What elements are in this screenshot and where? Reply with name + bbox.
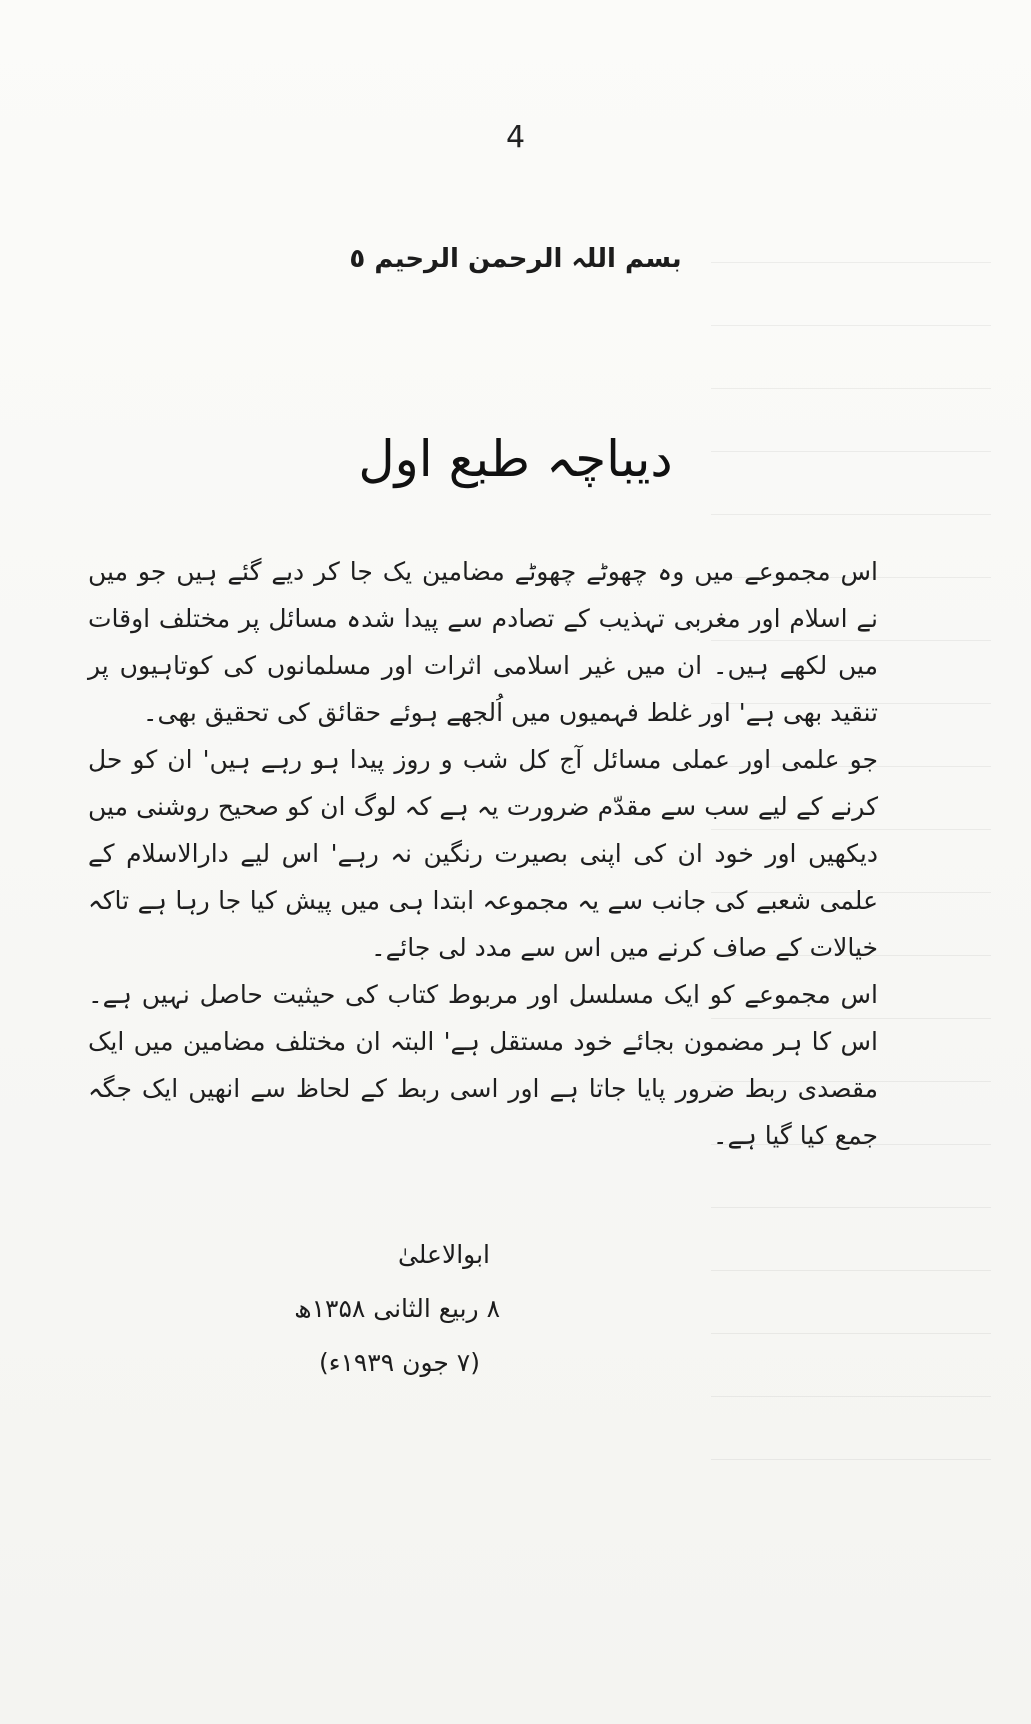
paragraph-1: اس مجموعے میں وہ چھوٹے چھوٹے مضامین یک جا کر دیے گئے ہیں جو میں نے اسلام اور مغربی تہذیب کے تصادم سے پیدا شدہ مسائل پر مختلف اوقات میں لکھے ہیں۔ ان میں غیر اسلامی اثرات اور مسلمانوں کی کوتاہیوں پر تنقید بھی ہے' اور غلط فہمیوں میں اُلجھے ہوئے حقائق کی تحقیق بھی۔ (88, 557, 878, 727)
bismillah-heading: بسم اللہ الرحمن الرحیم ٥ (349, 244, 682, 274)
paragraph-2: جو علمی اور عملی مسائل آج کل شب و روز پیدا ہو رہے ہیں' ان کو حل کرنے کے لیے سب سے مقدّم ضرورت یہ ہے کہ لوگ ان کو صحیح روشنی میں دیکھیں اور خود ان کی اپنی بصیرت رنگین نہ رہے' اس لیے دارالاسلام کے علمی شعبے کی جانب سے یہ مجموعہ ابتدا ہی میں پیش کیا جا رہا ہے تاکہ خیالات کے صاف کرنے میں اس سے مدد لی جائے۔ (88, 745, 878, 962)
paragraph-3: اس مجموعے کو ایک مسلسل اور مربوط کتاب کی حیثیت حاصل نہیں ہے۔ اس کا ہر مضمون بجائے خود مستقل ہے' البتہ ان مختلف مضامین میں ایک مقصدی ربط ضرور پایا جاتا ہے اور اسی ربط کے لحاظ سے انھیں ایک جگہ جمع کیا گیا ہے۔ (88, 980, 878, 1150)
page-title: دیباچہ طبع اول (358, 430, 673, 488)
date-gregorian: (۷ جون ۱۹۳۹ء) (318, 1348, 480, 1377)
page-number: 4 (505, 120, 526, 155)
body-text (88, 548, 878, 1159)
date-hijri: ۸ ربیع الثانی ۱۳۵۸ھ (294, 1294, 500, 1323)
author-name: ابوالاعلیٰ (397, 1240, 490, 1269)
signature-block (200, 1228, 500, 1390)
